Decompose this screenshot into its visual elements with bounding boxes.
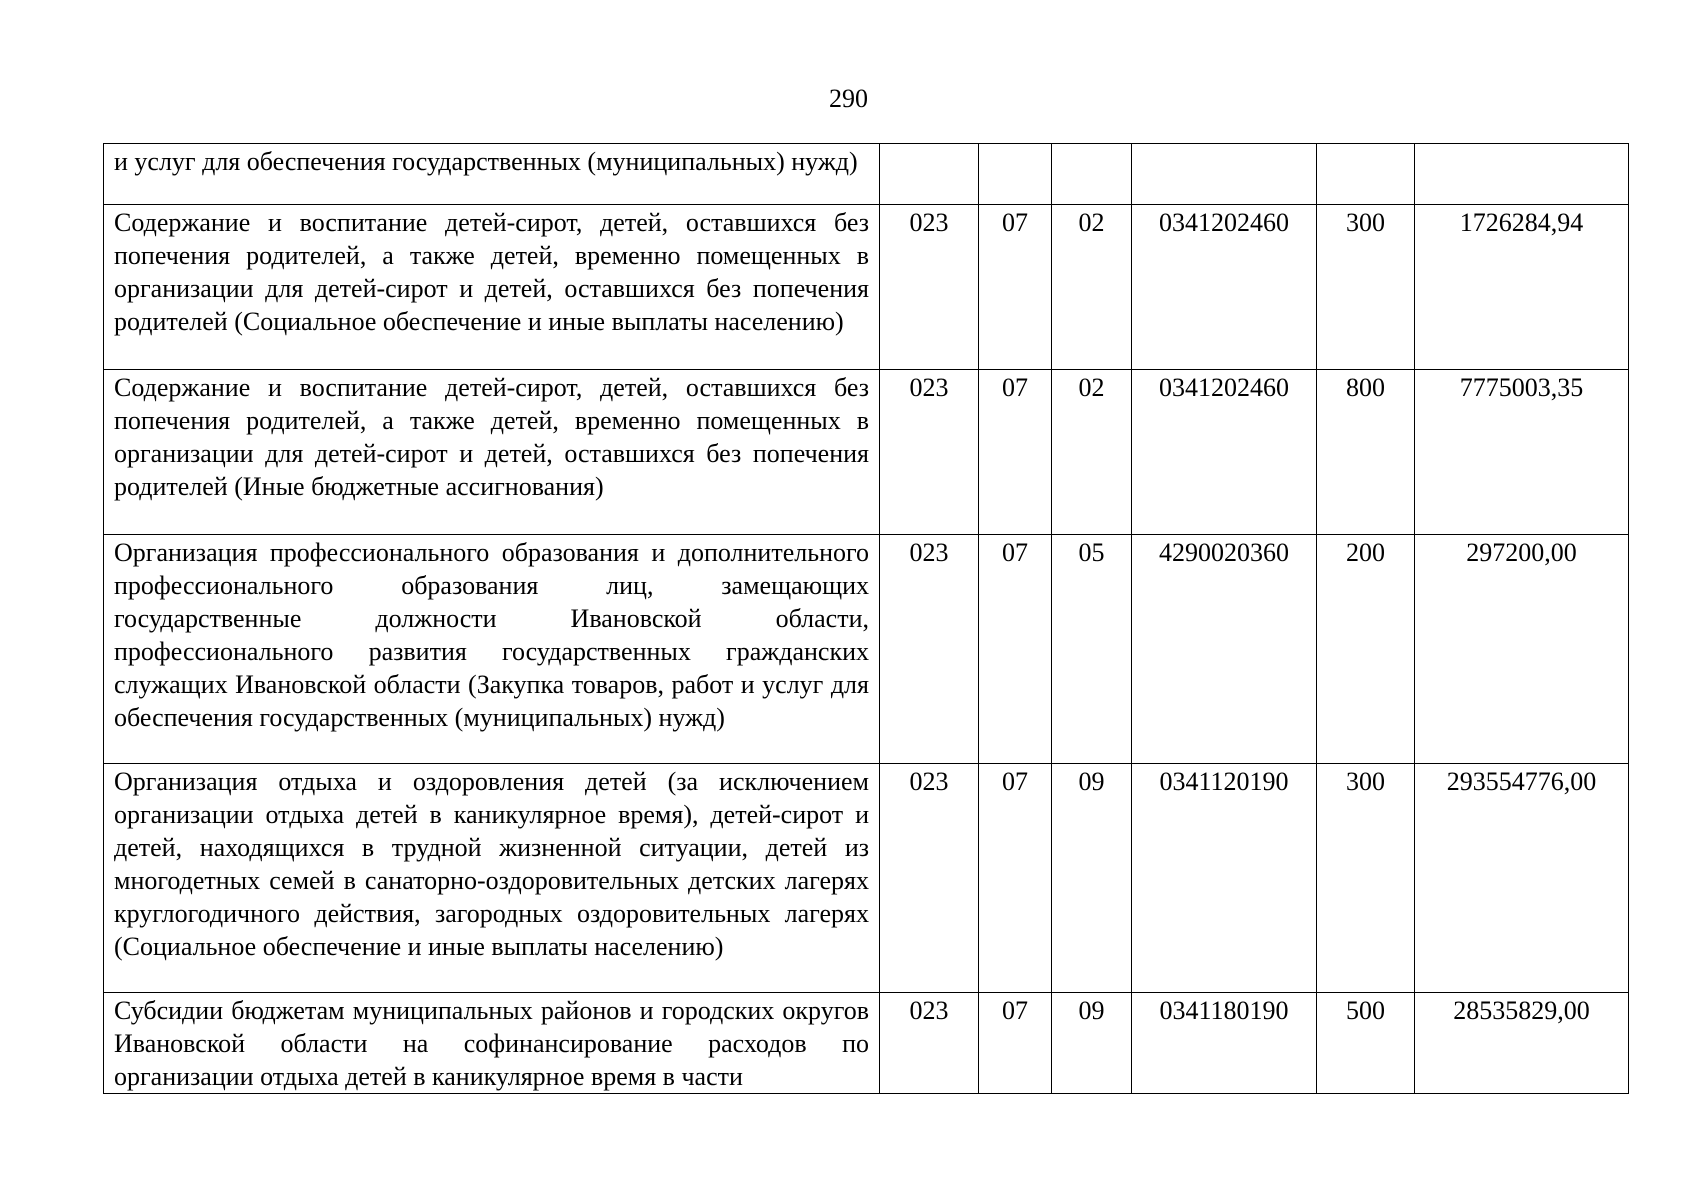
row-expense-type (1317, 144, 1415, 205)
row-description: Субсидии бюджетам муниципальных районов и городских округов Ивановской области на софинансирование расходов по организации отдыха детей в каникулярное время в части (104, 993, 880, 1094)
row-subsection-code: 09 (1052, 764, 1132, 993)
row-section-code: 07 (979, 993, 1052, 1094)
row-target-code: 4290020360 (1132, 535, 1317, 764)
row-target-code: 0341180190 (1132, 993, 1317, 1094)
budget-table (103, 143, 1629, 1094)
table-row (104, 993, 1629, 1094)
row-subsection-code: 02 (1052, 205, 1132, 370)
row-target-code: 0341120190 (1132, 764, 1317, 993)
row-amount: 1726284,94 (1415, 205, 1629, 370)
row-amount (1415, 144, 1629, 205)
table-row (104, 764, 1629, 993)
row-amount: 297200,00 (1415, 535, 1629, 764)
row-amount: 293554776,00 (1415, 764, 1629, 993)
row-amount: 28535829,00 (1415, 993, 1629, 1094)
row-description: Организация отдыха и оздоровления детей (за исключением организации отдыха детей в каникулярное время), детей-сирот и детей, находящихся в трудной жизненной ситуации, детей из многодетных семей в санаторно-оздоровительных детских лагерях круглогодичного действия, загородных оздоровительных лагерях (Социальное обеспечение и иные выплаты населению) (104, 764, 880, 993)
row-subsection-code: 02 (1052, 370, 1132, 535)
row-section-code (979, 144, 1052, 205)
row-expense-type: 500 (1317, 993, 1415, 1094)
row-target-code (1132, 144, 1317, 205)
row-ministry-code: 023 (880, 535, 979, 764)
row-section-code: 07 (979, 205, 1052, 370)
row-description: Содержание и воспитание детей-сирот, детей, оставшихся без попечения родителей, а также детей, временно помещенных в организации для детей-сирот и детей, оставшихся без попечения родителей (Иные бюджетные ассигнования) (104, 370, 880, 535)
row-description: Содержание и воспитание детей-сирот, детей, оставшихся без попечения родителей, а также детей, временно помещенных в организации для детей-сирот и детей, оставшихся без попечения родителей (Социальное обеспечение и иные выплаты населению) (104, 205, 880, 370)
row-target-code: 0341202460 (1132, 205, 1317, 370)
row-amount: 7775003,35 (1415, 370, 1629, 535)
row-expense-type: 800 (1317, 370, 1415, 535)
row-subsection-code: 09 (1052, 993, 1132, 1094)
table-row (104, 205, 1629, 370)
row-section-code: 07 (979, 764, 1052, 993)
table-row (104, 370, 1629, 535)
row-target-code: 0341202460 (1132, 370, 1317, 535)
row-ministry-code: 023 (880, 764, 979, 993)
row-description: Организация профессионального образования и дополнительного профессионального образования лиц, замещающих государственные должности Ивановской области, профессионального развития государственных гражданских служащих Ивановской области (Закупка товаров, работ и услуг для обеспечения государственных (муниципальных) нужд) (104, 535, 880, 764)
table-row (104, 535, 1629, 764)
row-expense-type: 200 (1317, 535, 1415, 764)
row-ministry-code: 023 (880, 205, 979, 370)
row-subsection-code: 05 (1052, 535, 1132, 764)
row-expense-type: 300 (1317, 764, 1415, 993)
row-ministry-code: 023 (880, 993, 979, 1094)
row-ministry-code: 023 (880, 370, 979, 535)
row-section-code: 07 (979, 370, 1052, 535)
row-ministry-code (880, 144, 979, 205)
row-expense-type: 300 (1317, 205, 1415, 370)
row-description: и услуг для обеспечения государственных (муниципальных) нужд) (104, 144, 880, 205)
page-number: 290 (829, 84, 868, 113)
row-subsection-code (1052, 144, 1132, 205)
table-row (104, 144, 1629, 205)
row-section-code: 07 (979, 535, 1052, 764)
